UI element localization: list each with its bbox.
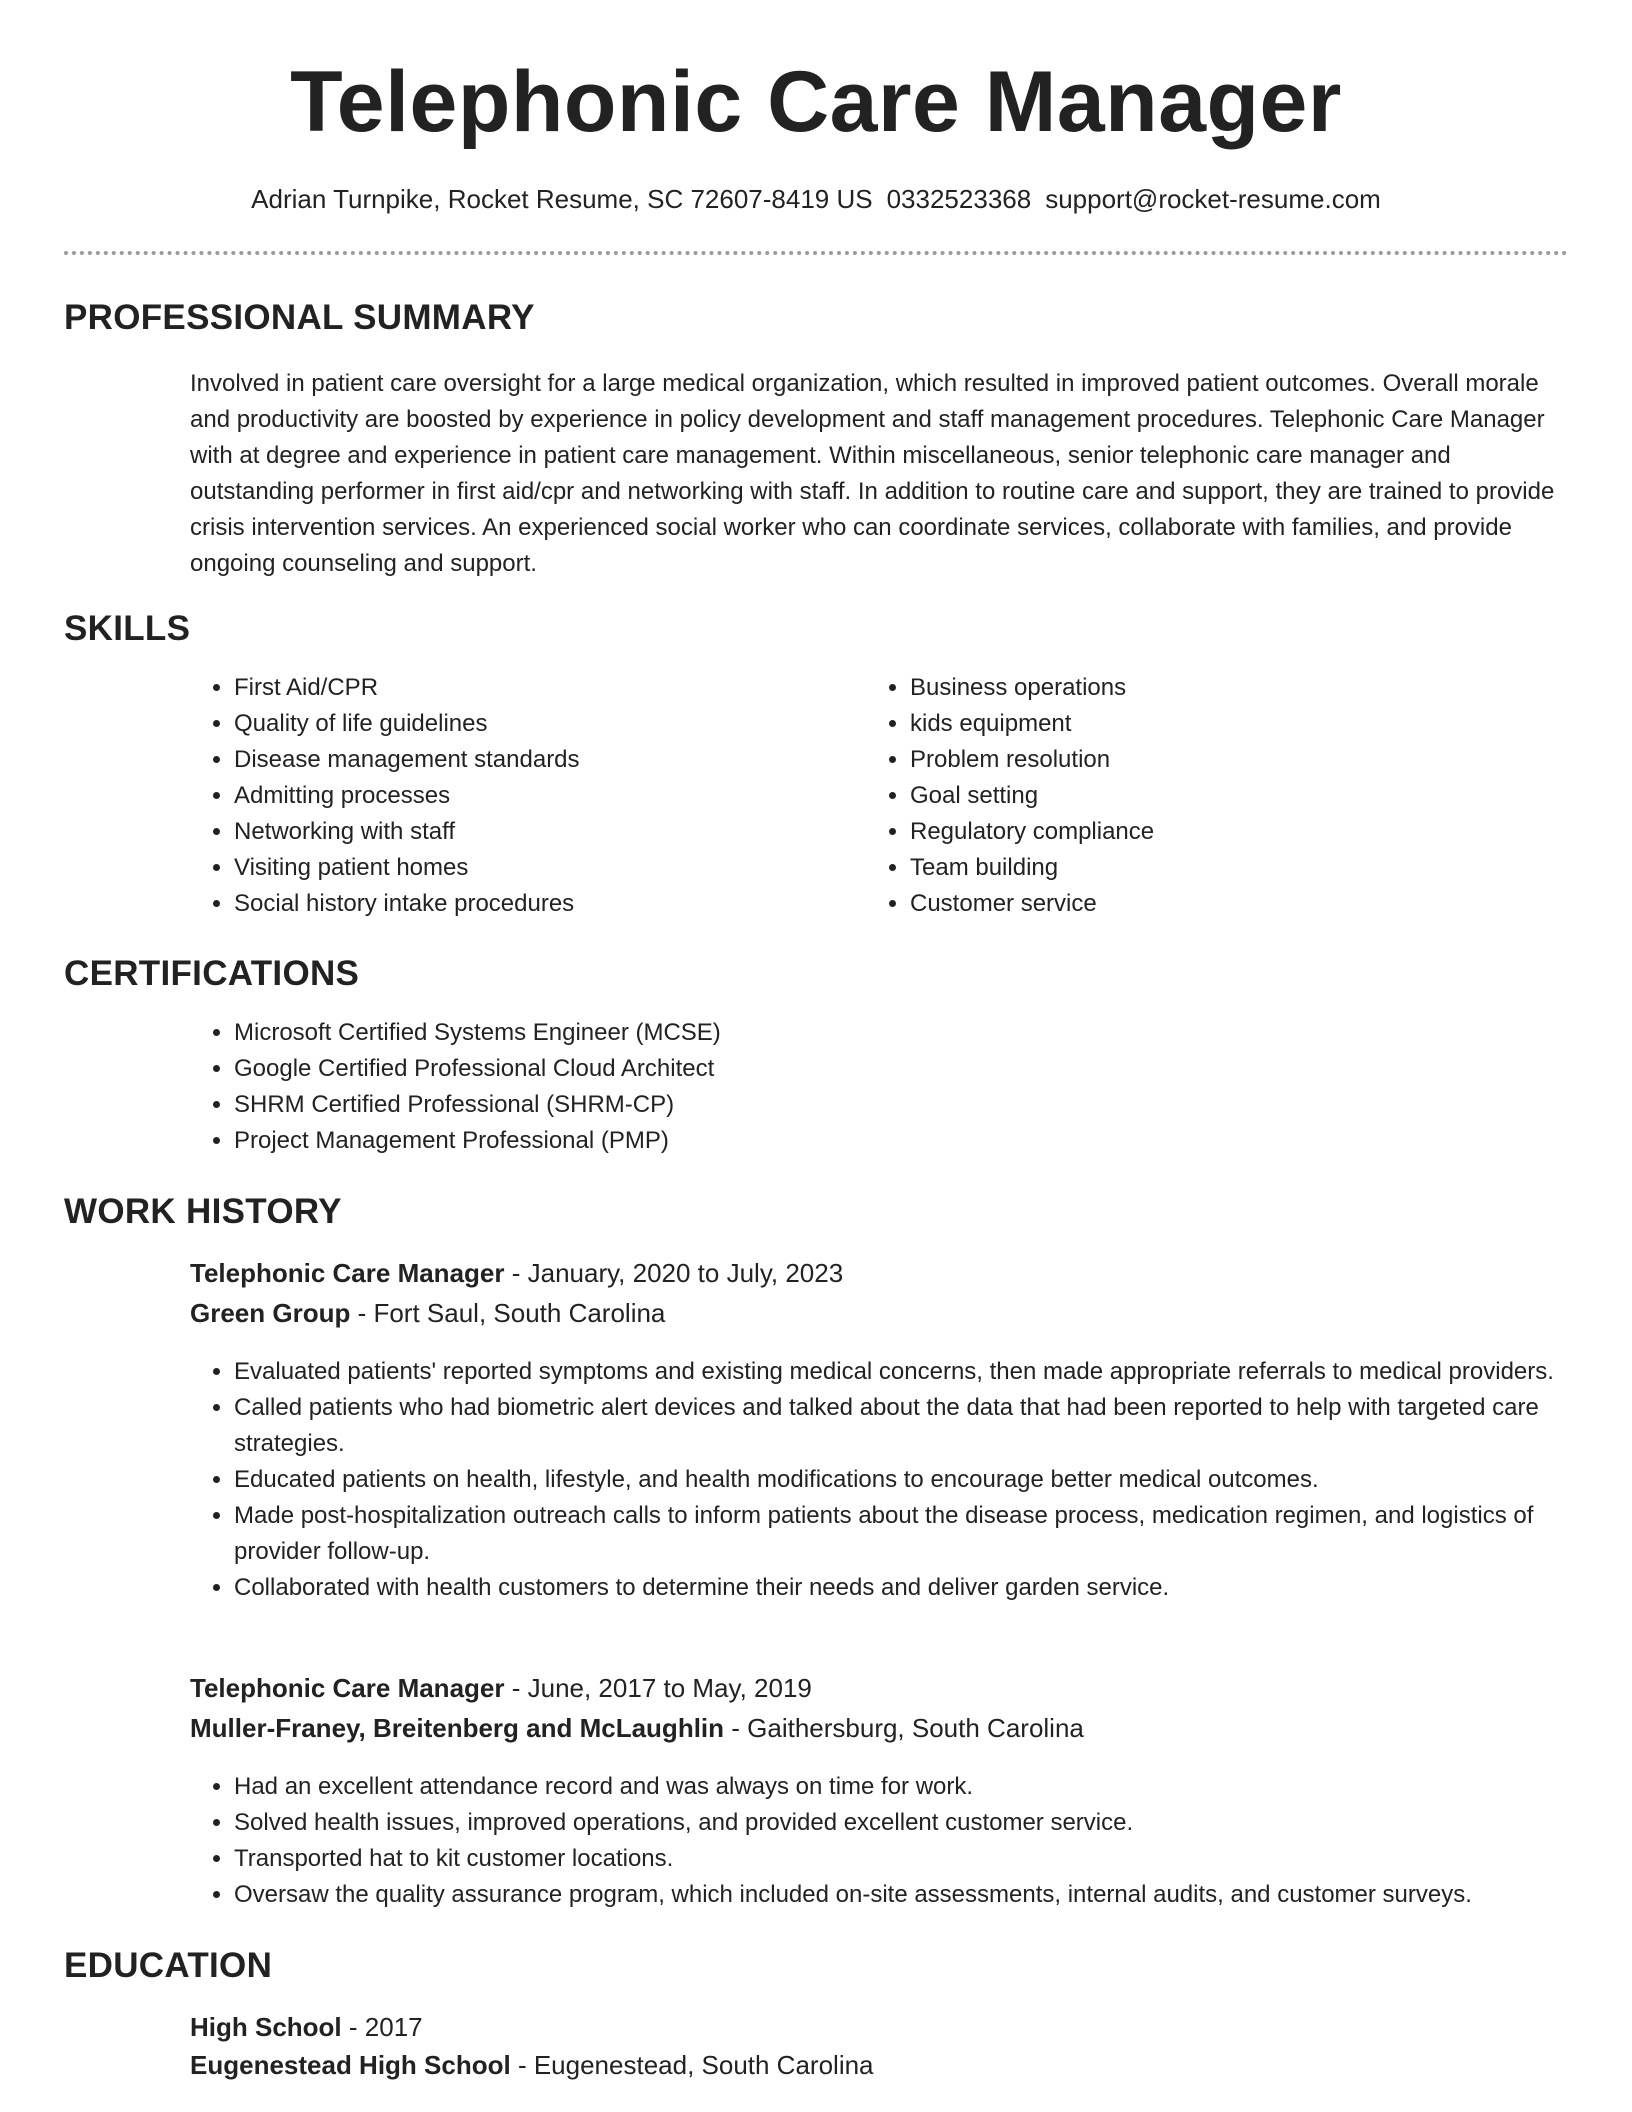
job-company-line: [190, 1708, 1084, 1748]
education-heading: EDUCATION: [64, 1946, 273, 1985]
education-school: Eugenestead High School: [190, 2050, 511, 2080]
job-bullets: [190, 1354, 1610, 1606]
contact-email: support@rocket-resume.com: [1045, 184, 1381, 214]
resume-title: Telephonic Care Manager: [290, 54, 1342, 150]
skill-item: • Regulatory compliance: [910, 814, 1530, 850]
skill-item: • Problem resolution: [910, 742, 1530, 778]
job-bullet: • Oversaw the quality assurance program, which included on-site assessments, internal audits, and customer surveys.: [234, 1877, 1610, 1913]
contact-address: Adrian Turnpike, Rocket Resume, SC 72607-8419 US: [251, 184, 873, 214]
skill-item: • Business operations: [910, 670, 1530, 706]
job-company: Muller-Franey, Breitenberg and McLaughlin: [190, 1713, 725, 1743]
skills-list-right: [866, 670, 1530, 922]
job-title: Telephonic Care Manager: [190, 1673, 505, 1703]
skill-item: • Social history intake procedures: [234, 886, 854, 922]
work-history-heading: WORK HISTORY: [64, 1192, 342, 1231]
job-location: - Fort Saul, South Carolina: [350, 1298, 666, 1328]
job-bullets: [190, 1769, 1610, 1913]
job-bullet: • Educated patients on health, lifestyle, and health modifications to encourage better medical outcomes.: [234, 1462, 1610, 1498]
job-location: - Gaithersburg, South Carolina: [724, 1713, 1084, 1743]
header-divider: [64, 251, 1568, 255]
skills-heading: SKILLS: [64, 609, 191, 648]
certification-item: • SHRM Certified Professional (SHRM-CP): [234, 1087, 1534, 1123]
job-bullet: • Transported hat to kit customer locations.: [234, 1841, 1610, 1877]
certifications-heading: CERTIFICATIONS: [64, 954, 360, 993]
skill-item: • Team building: [910, 850, 1530, 886]
skill-item: • Admitting processes: [234, 778, 854, 814]
job-bullet: • Solved health issues, improved operations, and provided excellent customer service.: [234, 1805, 1610, 1841]
education-year: - 2017: [341, 2012, 423, 2042]
job-title-line: [190, 1253, 843, 1293]
skill-item: • Customer service: [910, 886, 1530, 922]
education-location: - Eugenestead, South Carolina: [510, 2050, 874, 2080]
summary-text: Involved in patient care oversight for a large medical organization, which resulted in improved patient outcomes. Overall morale and productivity are boosted by experience in policy development and staff management procedures. Telephonic Care Manager with at degree and experience in patient care management. Within miscellaneous, senior telephonic care manager and outstanding performer in first aid/cpr and networking with staff. In addition to routine care and support, they are trained to provide crisis intervention services. An experienced social worker who can coordinate services, collaborate with families, and provide ongoing counseling and support.: [190, 370, 1555, 577]
job-bullet: • Made post-hospitalization outreach calls to inform patients about the disease process, medication regimen, and logistics of provider follow-up.: [234, 1498, 1610, 1570]
skill-item: • Networking with staff: [234, 814, 854, 850]
skill-item: • Quality of life guidelines: [234, 706, 854, 742]
skill-item: • kids equipment: [910, 706, 1530, 742]
job-company: Green Group: [190, 1298, 351, 1328]
job-bullet: • Had an excellent attendance record and was always on time for work.: [234, 1769, 1610, 1805]
certifications-list: [190, 1015, 1534, 1159]
certification-item: • Google Certified Professional Cloud Architect: [234, 1051, 1534, 1087]
skills-list-left: [190, 670, 854, 922]
education-degree: High School: [190, 2012, 342, 2042]
job-dates: - June, 2017 to May, 2019: [504, 1673, 812, 1703]
job-title-line: [190, 1668, 812, 1708]
certification-item: • Microsoft Certified Systems Engineer (MCSE): [234, 1015, 1534, 1051]
summary-heading: PROFESSIONAL SUMMARY: [64, 298, 535, 337]
education-school-line: [190, 2045, 874, 2085]
contact-phone: 0332523368: [886, 184, 1032, 214]
skill-item: • Goal setting: [910, 778, 1530, 814]
certification-item: • Project Management Professional (PMP): [234, 1123, 1534, 1159]
education-degree-line: [190, 2007, 423, 2047]
job-dates: - January, 2020 to July, 2023: [504, 1258, 844, 1288]
skill-item: • Disease management standards: [234, 742, 854, 778]
job-company-line: [190, 1293, 665, 1333]
job-bullet: • Collaborated with health customers to determine their needs and deliver garden service.: [234, 1570, 1610, 1606]
job-title: Telephonic Care Manager: [190, 1258, 505, 1288]
job-bullet: • Evaluated patients' reported symptoms and existing medical concerns, then made appropriate referrals to medical providers.: [234, 1354, 1610, 1390]
job-bullet: • Called patients who had biometric alert devices and talked about the data that had been reported to help with targeted care strategies.: [234, 1390, 1610, 1462]
skill-item: • Visiting patient homes: [234, 850, 854, 886]
contact-line: [0, 182, 1632, 216]
skill-item: • First Aid/CPR: [234, 670, 854, 706]
